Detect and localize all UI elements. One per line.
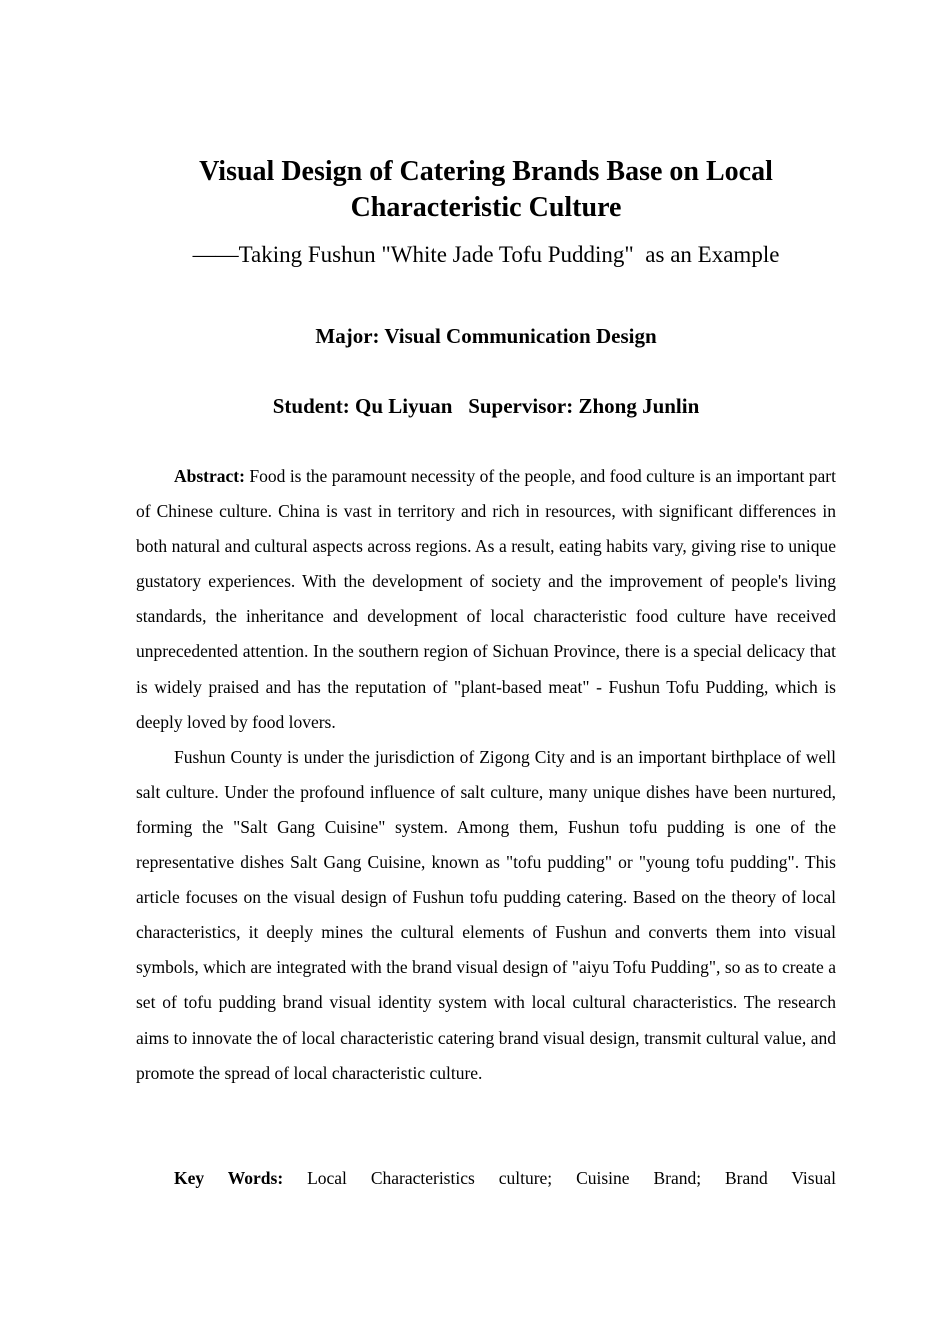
abstract-paragraph-1-text: Food is the paramount necessity of the people, and food culture is an important part of Chinese culture. China is vast in territory and rich in resources, with significant differences in both natural and cultural aspects across regions. As a result, eating habits vary, giving rise to unique gustatory experiences. With the development of society and the improvement of people's living standards, the inheritance and development of local characteristic food culture have received unprecedented attention. In the southern region of Sichuan Province, there is a special delicacy that is widely praised and has the reputation of "plant-based meat" - Fushun Tofu Pudding, which is deeply loved by food lovers. — [136, 466, 836, 732]
abstract-section — [136, 459, 836, 1091]
paper-title-line-2: Characteristic Culture — [350, 192, 622, 223]
abstract-paragraph-2: Fushun County is under the jurisdiction of Zigong City and is an important birthplace of well salt culture. Under the profound influence of salt culture, many unique dishes have been nurtured, forming the "Salt Gang Cuisine" system. Among them, Fushun tofu pudding is one of the representative dishes Salt Gang Cuisine, known as "tofu pudding" or "young tofu pudding". This article focuses on the visual design of Fushun tofu pudding catering. Based on the theory of local characteristics, it deeply mines the cultural elements of Fushun and converts them into visual symbols, which are integrated with the brand visual design of "aiyu Tofu Pudding", so as to create a set of tofu pudding brand visual identity system with local cultural characteristics. The research aims to innovate the of local characteristic catering brand visual design, transmit cultural value, and promote the spread of local characteristic culture. — [136, 746, 836, 1083]
keywords-label: Key Words: — [174, 1168, 284, 1188]
paper-subtitle: ——Taking Fushun "White Jade Tofu Pudding" as an Example — [192, 242, 780, 267]
abstract-label: Abstract: — [174, 466, 245, 486]
keywords-text: Local Characteristics culture; Cuisine Brand; Brand Visual — [283, 1168, 836, 1188]
authors-line: Student: Qu Liyuan Supervisor: Zhong Junlin — [272, 394, 700, 418]
keywords-line — [136, 1161, 836, 1196]
paper-title-line-1: Visual Design of Catering Brands Base on Local — [199, 156, 773, 187]
paper-title — [136, 154, 836, 226]
abstract-paragraph-1 — [136, 459, 836, 740]
major-line: Major: Visual Communication Design — [315, 324, 657, 348]
